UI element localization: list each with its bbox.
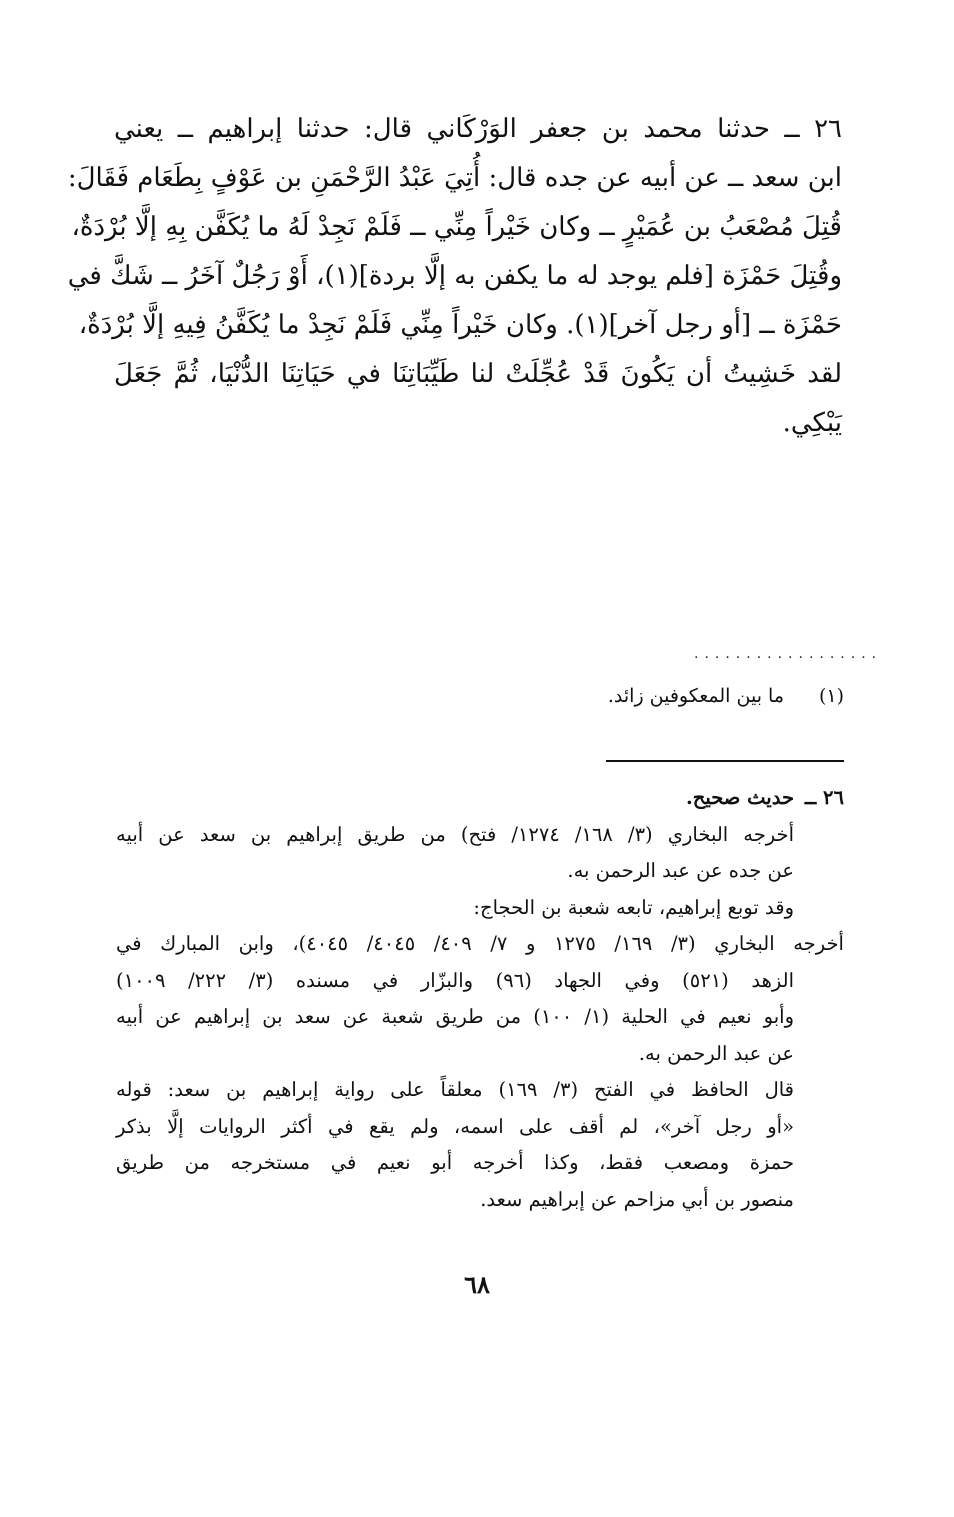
commentary-line: الزهد (٥٢١) وفي الجهاد (٩٦) والبزّار في مسنده (٣/ ٢٢٢/ ١٠٠٩) — [116, 968, 794, 992]
main-text-line: حَمْزَة ــ [أو رجل آخر](١). وكان خَيْراً مِنِّي فَلَمْ نَجِدْ ما يُكَفَّنُ فِيهِ إلَّا بُرْدَةٌ، — [78, 310, 842, 340]
main-text-line: وقُتِلَ حَمْزَة [فلم يوجد له ما يكفن به إلَّا بردة](١)، أَوْ رَجُلٌ آخَرُ ــ شَكَّ في — [67, 261, 842, 291]
footnote-number: (١) — [818, 685, 844, 707]
commentary-line: منصور بن أبي مزاحم عن إبراهيم سعد. — [480, 1187, 794, 1211]
main-text-line: ٢٦ ــ حدثنا محمد بن جعفر الوَرْكَاني قال: حدثنا إبراهيم ــ يعني — [114, 114, 842, 144]
commentary-line: أخرجه البخاري (٣/ ١٦٨/ ١٢٧٤/ فتح) من طريق إبراهيم بن سعد عن أبيه — [116, 822, 794, 846]
commentary-separator-line — [606, 760, 844, 762]
commentary-line: وقد توبع إبراهيم، تابعه شعبة بن الحجاج: — [473, 895, 794, 919]
page-number: ٦٨ — [464, 1270, 490, 1299]
commentary-line: حمزة ومصعب فقط، وكذا أخرجه أبو نعيم في مستخرجه من طريق — [116, 1151, 794, 1174]
main-text-line: يَبْكِي. — [782, 408, 842, 438]
commentary-number: ٢٦ ــ — [804, 786, 844, 809]
main-text-line: قُتِلَ مُصْعَبُ بن عُمَيْرٍ ــ وكان خَيْراً مِنِّي ــ فَلَمْ نَجِدْ لَهُ ما يُكَفَّن بِهِ إلَّا بُرْدَةٌ، — [71, 212, 842, 242]
commentary-line: «أو رجل آخر»، لم أقف على اسمه، ولم يقع في أكثر الروايات إلَّا بذكر — [116, 1114, 794, 1138]
commentary-line: وأبو نعيم في الحلية (١/ ١٠٠) من طريق شعبة عن سعد بن إبراهيم عن أبيه — [116, 1005, 794, 1028]
main-text-line: ابن سعد ــ عن أبيه عن جده قال: أُتِيَ عَبْدُ الرَّحْمَنِ بن عَوْفٍ بِطَعَام فَقَالَ: — [67, 163, 842, 193]
commentary-heading-row — [116, 780, 844, 817]
commentary-line: أخرجه البخاري (٣/ ١٦٩/ ١٢٧٥ و ٧/ ٤٠٩/ ٤٠٤٥/ ٤٠٤٥)، وابن المبارك في — [116, 932, 844, 955]
commentary-line: عن جده عن عبد الرحمن به. — [567, 859, 794, 882]
footnote-text: ما بين المعكوفين زائد. — [607, 685, 784, 707]
commentary-heading: حديث صحيح. — [685, 786, 794, 809]
footnote — [116, 680, 844, 712]
commentary-line: قال الحافظ في الفتح (٣/ ١٦٩) معلقاً على رواية إبراهيم بن سعد: قوله — [116, 1078, 794, 1101]
commentary-block — [116, 780, 844, 1218]
main-text-line: لقد خَشِيتُ أن يَكُونَ قَدْ عُجِّلَتْ لنا طَيِّبَاتِنَا في حَيَاتِنَا الدُّنْيَا، ثُمَّ جَعَلَ — [114, 359, 842, 389]
commentary-line: عن عبد الرحمن به. — [638, 1041, 794, 1065]
hadith-main-text — [67, 105, 842, 448]
footnote-dotted-separator: .................. — [694, 646, 883, 662]
